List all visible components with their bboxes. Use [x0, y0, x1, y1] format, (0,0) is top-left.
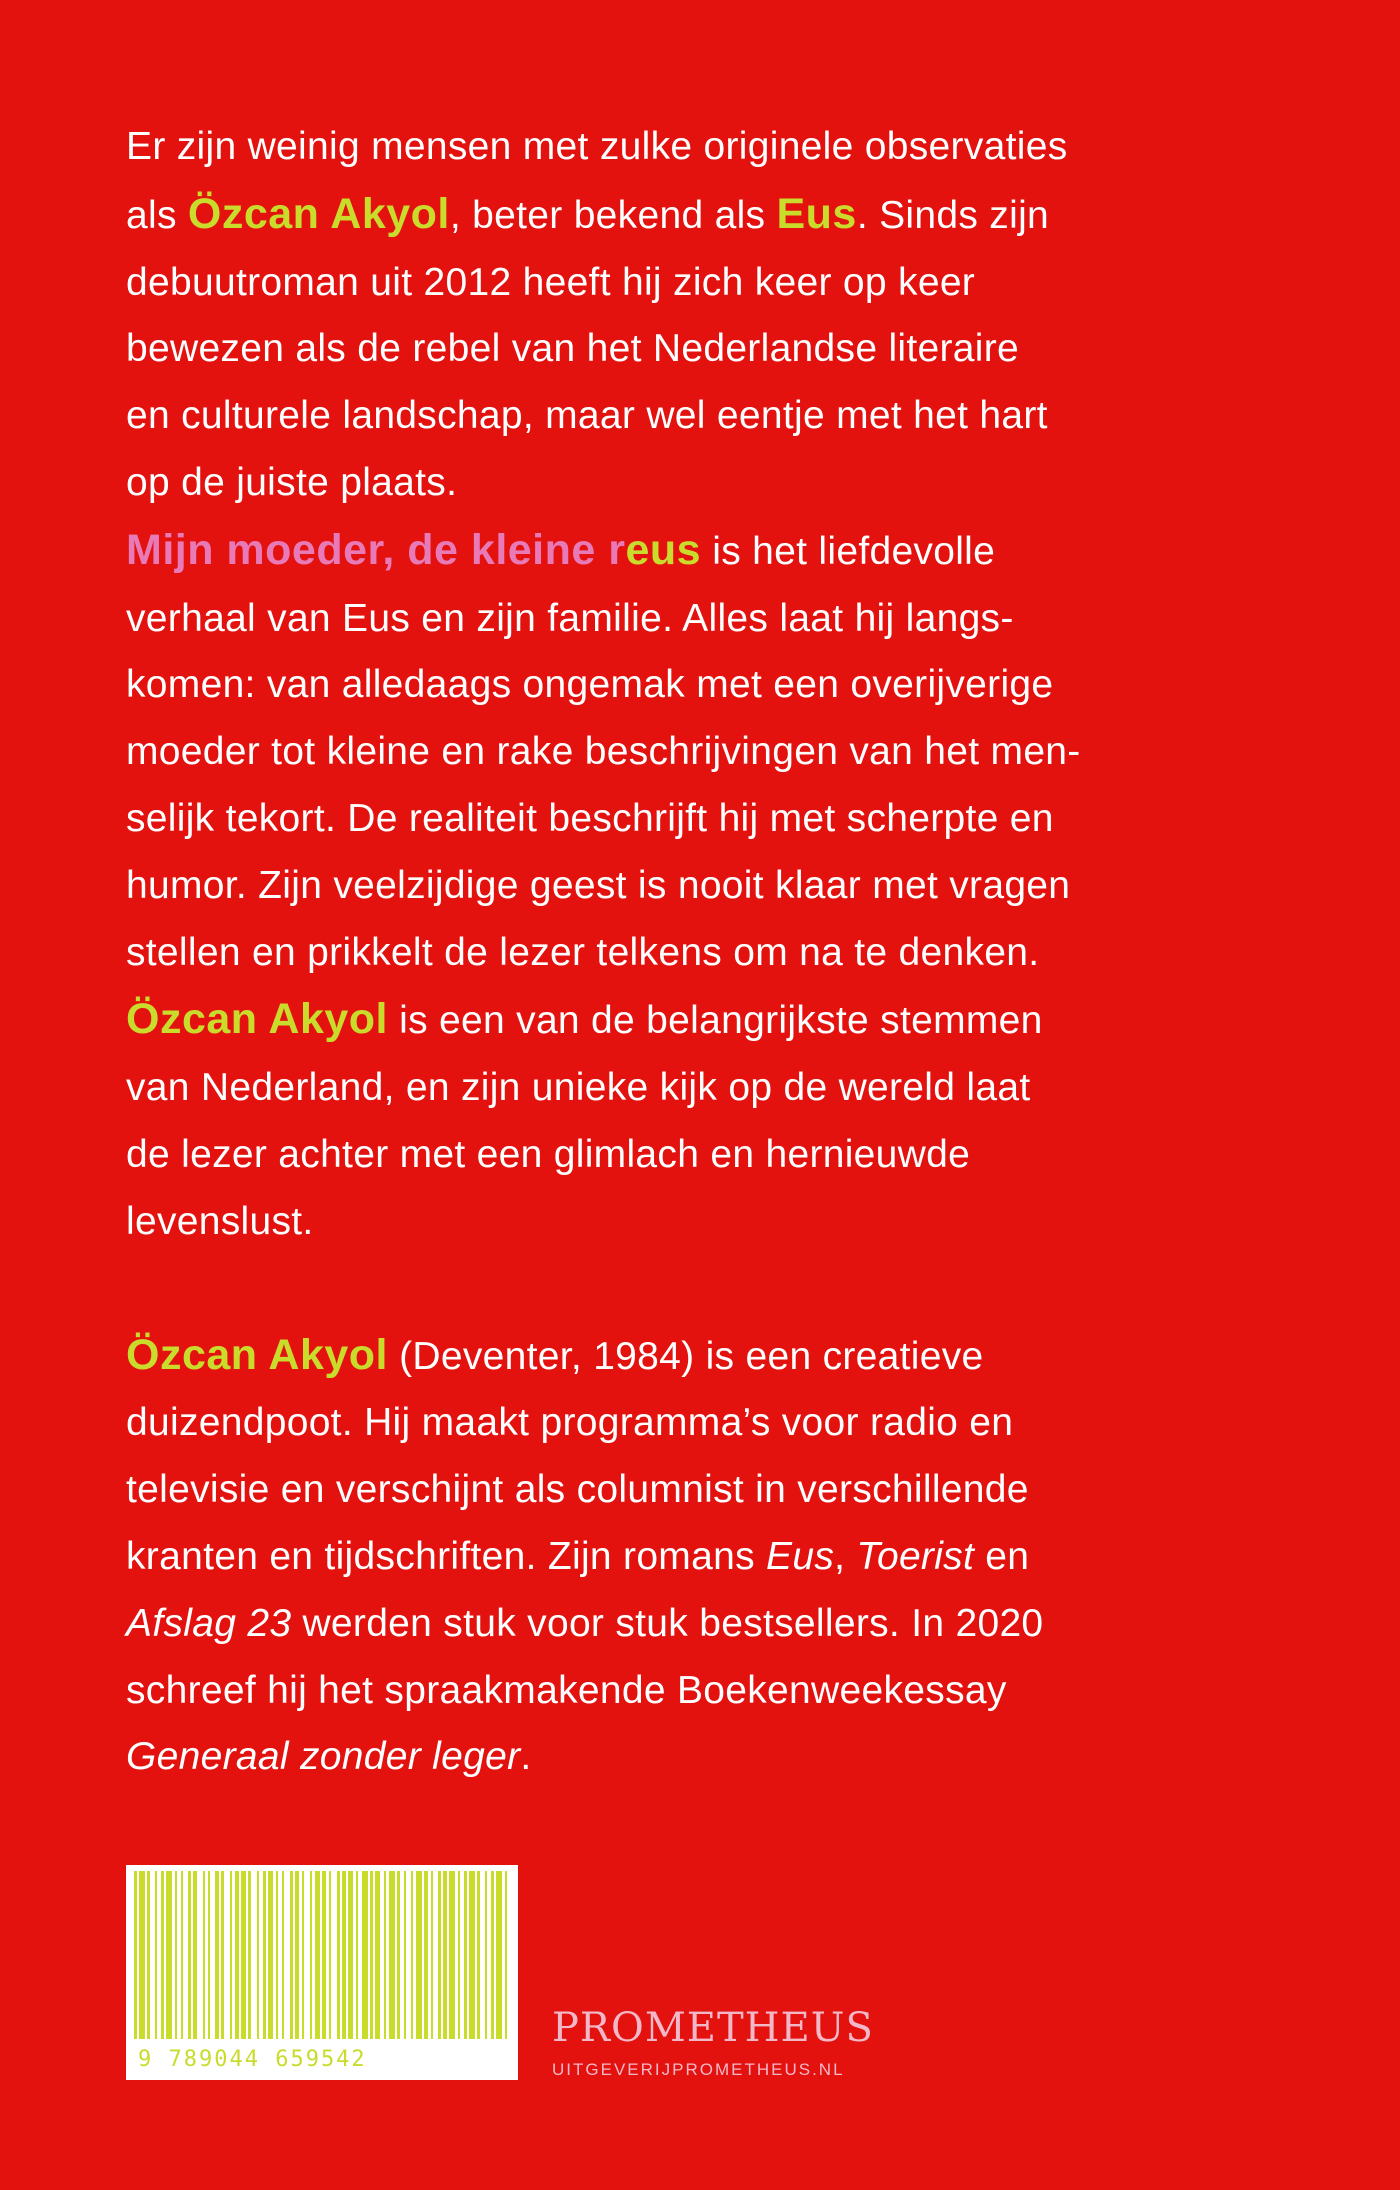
isbn-barcode: [126, 1865, 518, 2080]
book-title: Mijn moeder, de kleine r: [126, 525, 626, 574]
text-fragment: , beter bekend als: [449, 193, 777, 237]
barcode-bar: [315, 1871, 320, 2039]
barcode-bar: [188, 1871, 191, 2039]
barcode-bar: [375, 1871, 380, 2039]
book-title: Afslag 23: [126, 1601, 292, 1645]
text-fragment: is een van de belangrijkste stemmen: [388, 999, 1043, 1043]
paragraph-gap: [126, 1256, 1276, 1322]
barcode-bar: [485, 1871, 487, 2039]
text-line: televisie en verschijnt als columnist in verschillende: [126, 1468, 1029, 1512]
barcode-bar: [397, 1871, 400, 2039]
text-line: selijk tekort. De realiteit beschrijft hij met scherpte en: [126, 796, 1054, 840]
barcode-bar: [404, 1871, 406, 2039]
barcode-bar: [356, 1871, 358, 2039]
barcode-bar: [449, 1871, 455, 2039]
barcode-bars: [126, 1865, 518, 2045]
barcode-bar: [431, 1871, 433, 2039]
text-line: humor. Zijn veelzijdige geest is nooit klaar met vragen: [126, 863, 1071, 907]
barcode-bar: [464, 1871, 467, 2039]
barcode-bar: [337, 1871, 340, 2039]
barcode-bar: [193, 1871, 197, 2039]
barcode-bar: [322, 1871, 326, 2039]
barcode-bar: [147, 1871, 150, 2039]
text-line: de lezer achter met een glimlach en hernieuwde: [126, 1132, 971, 1176]
barcode-bar: [181, 1871, 183, 2039]
barcode-bar: [230, 1871, 232, 2039]
barcode-bar: [342, 1871, 346, 2039]
author-name: Özcan Akyol: [126, 1330, 388, 1379]
publisher-url: UITGEVERIJPROMETHEUS.NL: [552, 2060, 845, 2079]
barcode-bar: [290, 1871, 293, 2039]
barcode-bar: [203, 1871, 205, 2039]
text-fragment: als: [126, 193, 188, 237]
barcode-bar: [491, 1871, 494, 2039]
barcode-bar: [241, 1871, 246, 2039]
barcode-bar: [139, 1871, 145, 2039]
text-line: stellen en prikkelt de lezer telkens om na te denken.: [126, 930, 1040, 974]
barcode-bar: [302, 1871, 304, 2039]
text-fragment: . Sinds zijn: [856, 193, 1050, 237]
barcode-bar: [438, 1871, 441, 2039]
text-line: verhaal van Eus en zijn familie. Alles laat hij langs-: [126, 596, 1014, 640]
text-fragment: (Deventer, 1984) is een creatieve: [388, 1334, 984, 1378]
text-line: debuutroman uit 2012 heeft hij zich keer op keer: [126, 260, 976, 304]
back-cover-text: [126, 114, 1276, 1791]
text-line: [126, 1322, 1276, 1391]
barcode-bar: [496, 1871, 502, 2039]
barcode-bar: [329, 1871, 331, 2039]
author-name: Özcan Akyol: [187, 189, 450, 238]
text-line: van Nederland, en zijn unieke kijk op de wereld laat: [126, 1066, 1031, 1110]
text-line: schreef hij het spraakmakende Boekenweekessay: [126, 1668, 1007, 1712]
text-line: en culturele landschap, maar wel eentje met het hart: [126, 394, 1048, 438]
text-fragment: is het liefdevolle: [701, 529, 996, 573]
text-fragment: ,: [834, 1534, 857, 1578]
barcode-bar: [155, 1871, 157, 2039]
text-fragment: kranten en tijdschriften. Zijn romans: [126, 1534, 767, 1578]
isbn-number: 9 789044 659542: [138, 2047, 367, 2072]
publisher-logo: PROMETHEUS: [552, 2005, 874, 2051]
text-line: komen: van alledaags ongemak met een overijverige: [126, 663, 1054, 707]
barcode-bar: [411, 1871, 413, 2039]
barcode-bar: [310, 1871, 312, 2039]
barcode-bar: [235, 1871, 239, 2039]
barcode-bar: [257, 1871, 259, 2039]
book-title: Generaal zonder leger: [126, 1735, 521, 1779]
text-fragment: en: [974, 1534, 1030, 1578]
book-title-eus: eus: [625, 525, 702, 574]
barcode-bar: [477, 1871, 480, 2039]
text-line: levenslust.: [126, 1199, 314, 1243]
text-line: [126, 1724, 1276, 1791]
text-line: bewezen als de rebel van het Nederlandse literaire: [126, 327, 1020, 371]
text-line: [126, 517, 1276, 586]
barcode-bar: [175, 1871, 177, 2039]
text-fragment: .: [520, 1735, 532, 1779]
barcode-bar: [384, 1871, 386, 2039]
barcode-bar: [248, 1871, 251, 2039]
barcode-bar: [215, 1871, 219, 2039]
barcode-bar: [505, 1871, 507, 2039]
barcode-bar: [370, 1871, 373, 2039]
text-line: Er zijn weinig mensen met zulke originele observaties: [126, 125, 1068, 168]
barcode-bar: [208, 1871, 210, 2039]
text-line: [126, 1524, 1276, 1591]
barcode-bar: [221, 1871, 224, 2039]
barcode-bar: [458, 1871, 460, 2039]
barcode-bar: [295, 1871, 299, 2039]
barcode-bar: [166, 1871, 172, 2039]
barcode-bar: [282, 1871, 284, 2039]
text-line: [126, 181, 1276, 250]
barcode-bar: [362, 1871, 368, 2039]
barcode-bar: [348, 1871, 353, 2039]
barcode-bar: [263, 1871, 266, 2039]
book-title: Toerist: [856, 1534, 975, 1578]
text-line: op de juiste plaats.: [126, 460, 458, 504]
barcode-bar: [161, 1871, 164, 2039]
text-line: [126, 986, 1276, 1055]
text-fragment: werden stuk voor stuk bestsellers. In 2020: [291, 1601, 1044, 1645]
barcode-bar: [134, 1871, 137, 2039]
barcode-bar: [424, 1871, 428, 2039]
barcode-bar: [276, 1871, 278, 2039]
nickname: Eus: [776, 189, 857, 238]
text-line: moeder tot kleine en rake beschrijvingen van het men-: [126, 730, 1081, 774]
barcode-bar: [416, 1871, 422, 2039]
barcode-bar: [443, 1871, 447, 2039]
barcode-bar: [268, 1871, 273, 2039]
text-line: [126, 1591, 1276, 1658]
text-line: duizendpoot. Hij maakt programma’s voor radio en: [126, 1401, 1014, 1445]
barcode-bar: [389, 1871, 395, 2039]
author-name: Özcan Akyol: [126, 995, 388, 1044]
book-title: Eus: [766, 1534, 835, 1578]
barcode-bar: [469, 1871, 475, 2039]
